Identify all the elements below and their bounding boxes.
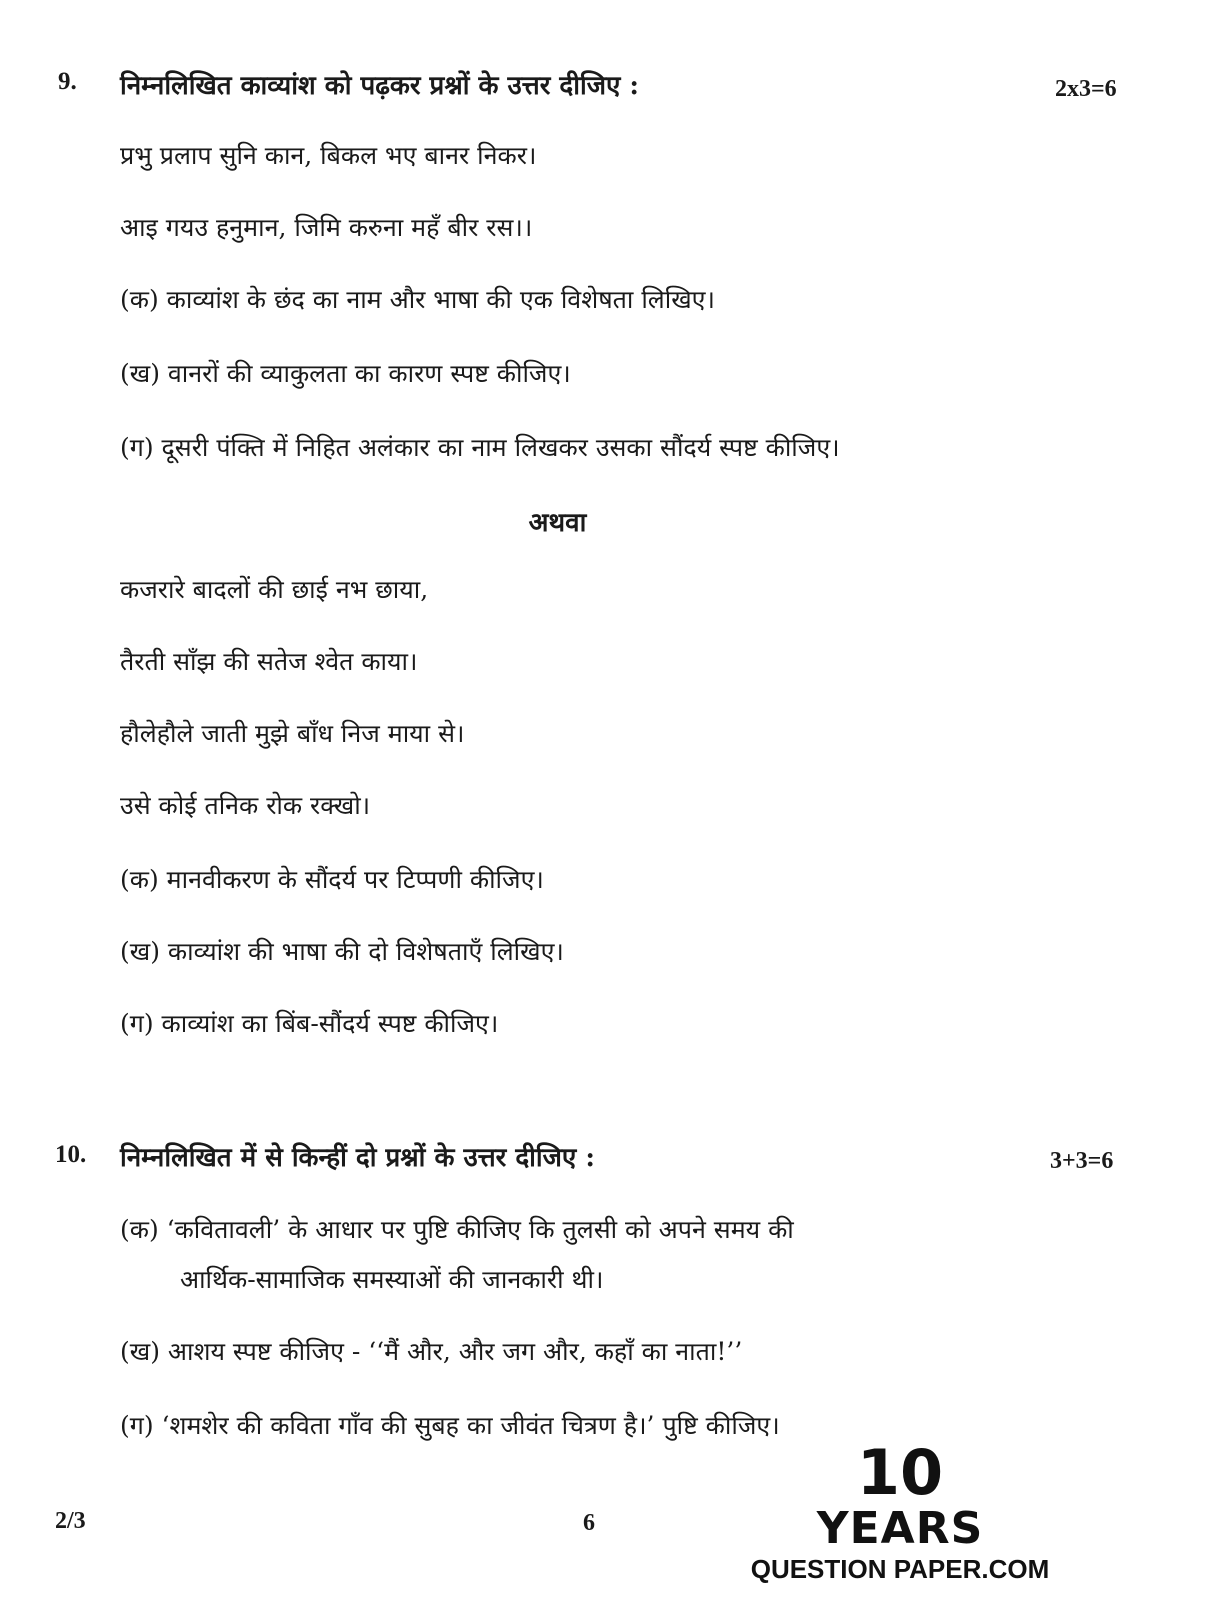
poem2-line-1: कजरारे बादलों की छाई नभ छाया, xyxy=(120,575,429,604)
q9-marks: 2x3=6 xyxy=(1055,76,1117,102)
q10-heading: निम्नलिखित में से किन्हीं दो प्रश्नों के उत्तर दीजिए : xyxy=(120,1143,595,1173)
logo-number: 10 xyxy=(856,1436,944,1509)
poem2-line-3: हौलेहौले जाती मुझे बाँध निज माया से। xyxy=(120,719,465,748)
poem1-line-2: आइ गयउ हनुमान, जिमि करुना महँ बीर रस।। xyxy=(120,213,533,242)
poem2-question-ga: (ग) काव्यांश का बिंब-सौंदर्य स्पष्ट कीजिए। xyxy=(120,1009,499,1038)
poem2-line-2: तैरती साँझ की सतेज श्वेत काया। xyxy=(120,647,418,676)
q10-number: 10. xyxy=(55,1141,87,1168)
q10-question-kha: (ख) आशय स्पष्ट कीजिए - ‘‘मैं और, और जग और, कहाँ का नाता!’’ xyxy=(120,1337,743,1366)
or-separator: अथवा xyxy=(528,508,587,538)
poem2-question-kha: (ख) काव्यांश की भाषा की दो विशेषताएँ लिखिए। xyxy=(120,937,564,966)
question-paper-logo xyxy=(750,1436,1050,1595)
poem1-question-ga: (ग) दूसरी पंक्ति में निहित अलंकार का नाम लिखकर उसका सौंदर्य स्पष्ट कीजिए। xyxy=(120,433,840,462)
poem1-question-ka: (क) काव्यांश के छंद का नाम और भाषा की एक विशेषता लिखिए। xyxy=(120,285,715,314)
q10-question-ga: (ग) ‘शमशेर की कविता गाँव की सुबह का जीवंत चित्रण है।’ पुष्टि कीजिए। xyxy=(120,1411,780,1440)
paper-code: 2/3 xyxy=(55,1508,86,1534)
q10-marks: 3+3=6 xyxy=(1050,1148,1114,1174)
poem2-line-4: उसे कोई तनिक रोक रक्खो। xyxy=(120,791,371,820)
poem1-question-kha: (ख) वानरों की व्याकुलता का कारण स्पष्ट कीजिए। xyxy=(120,359,571,388)
poem1-line-1: प्रभु प्रलाप सुनि कान, बिकल भए बानर निकर। xyxy=(120,141,537,170)
q10-question-ka-continued: आर्थिक-सामाजिक समस्याओं की जानकारी थी। xyxy=(180,1265,604,1294)
q9-heading: निम्नलिखित काव्यांश को पढ़कर प्रश्नों के उत्तर दीजिए : xyxy=(120,71,640,101)
q10-question-ka: (क) ‘कवितावली’ के आधार पर पुष्टि कीजिए कि तुलसी को अपने समय की xyxy=(120,1215,794,1244)
logo-years: YEARS xyxy=(816,1503,984,1554)
page-number: 6 xyxy=(583,1510,595,1536)
poem2-question-ka: (क) मानवीकरण के सौंदर्य पर टिप्पणी कीजिए। xyxy=(120,865,544,894)
logo-site: QUESTION PAPER.COM xyxy=(750,1554,1050,1584)
q9-number: 9. xyxy=(58,68,77,95)
